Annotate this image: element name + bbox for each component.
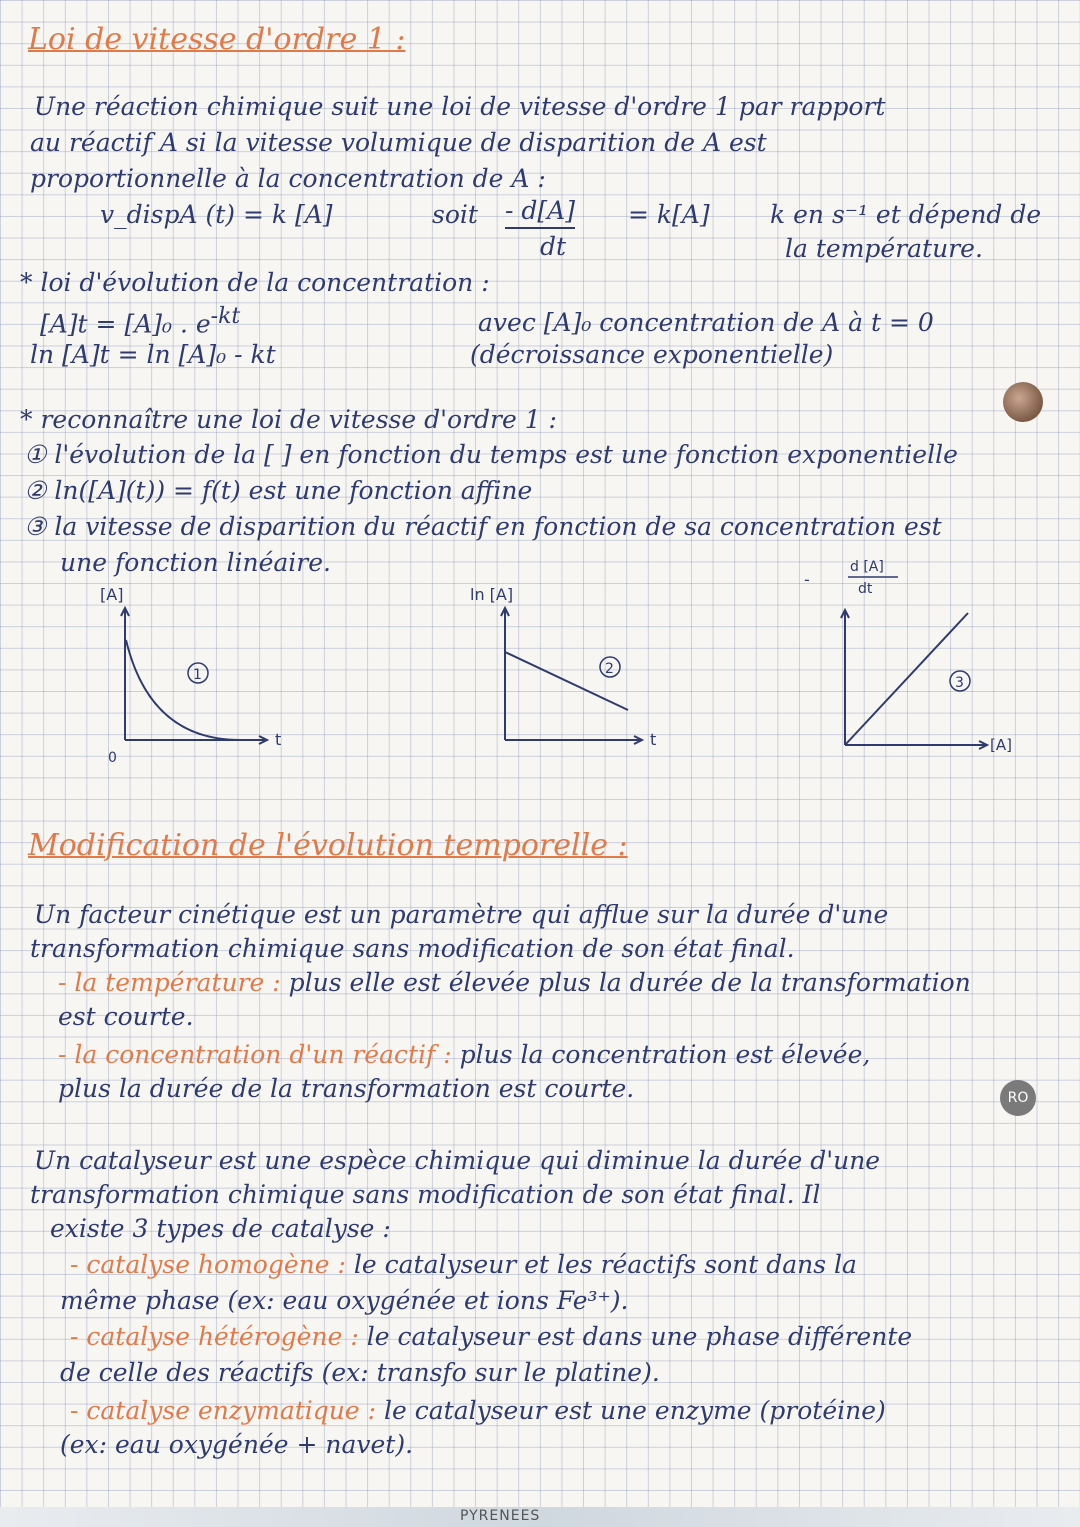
catalyst-def-1: Un catalyseur est une espèce chimique qui diminue la durée d'une bbox=[34, 1146, 881, 1175]
concentration-item bbox=[58, 1040, 870, 1069]
enzymatic-item bbox=[70, 1396, 886, 1425]
eq-log: ln [A]t = ln [A]₀ - kt bbox=[30, 340, 276, 369]
intro-line-3: proportionnelle à la concentration de A : bbox=[30, 164, 546, 193]
homogeneous-text-2: même phase (ex: eau oxygénée et ions Fe³⁺). bbox=[60, 1286, 629, 1315]
eq-exponential bbox=[40, 304, 240, 338]
graph1-ylabel: [A] bbox=[100, 585, 124, 604]
concentration-text-2: plus la durée de la transformation est courte. bbox=[58, 1074, 635, 1103]
graph-linear-log bbox=[465, 580, 705, 784]
section1-title: Loi de vitesse d'ordre 1 : bbox=[28, 22, 406, 57]
graph-linear-rate bbox=[800, 555, 1040, 764]
graph1-xlabel: t bbox=[275, 730, 282, 749]
graph1-origin: 0 bbox=[108, 750, 117, 766]
catalyst-def-2: transformation chimique sans modification de son état final. Il bbox=[30, 1180, 821, 1209]
eq-note-1: avec [A]₀ concentration de A à t = 0 bbox=[478, 308, 934, 337]
graph2-marker: 2 bbox=[605, 661, 614, 677]
evolution-title: * loi d'évolution de la concentration : bbox=[20, 268, 490, 297]
graph3-ylabel-sign: - bbox=[804, 570, 810, 589]
heterogeneous-item bbox=[70, 1322, 912, 1351]
homogeneous-item bbox=[70, 1250, 857, 1279]
graph1-marker: 1 bbox=[193, 667, 202, 683]
soit-word: soit bbox=[432, 200, 478, 229]
section2-title: Modification de l'évolution temporelle : bbox=[28, 828, 628, 863]
homogeneous-label: - catalyse homogène : bbox=[70, 1250, 346, 1279]
graph2-ylabel: ln [A] bbox=[470, 585, 514, 604]
derivative-rhs: = k[A] bbox=[628, 200, 710, 229]
sticker-badge: RO bbox=[1000, 1080, 1036, 1116]
point-3b: une fonction linéaire. bbox=[60, 548, 331, 577]
temperature-label: - la température : bbox=[58, 968, 281, 997]
intro-line-2: au réactif A si la vitesse volumique de disparition de A est bbox=[30, 128, 767, 157]
rate-formula: v_dispA (t) = k [A] bbox=[100, 200, 333, 229]
graph2-xlabel: t bbox=[650, 730, 657, 749]
heterogeneous-text-2: de celle des réactifs (ex: transfo sur le platine). bbox=[60, 1358, 660, 1387]
catalyst-def-3: existe 3 types de catalyse : bbox=[50, 1214, 391, 1243]
footer-strip bbox=[0, 1507, 1080, 1527]
concentration-text: plus la concentration est élevée, bbox=[459, 1040, 871, 1069]
factor-def-1: Un facteur cinétique est un paramètre qui afflue sur la durée d'une bbox=[34, 900, 889, 929]
heterogeneous-label: - catalyse hétérogène : bbox=[70, 1322, 359, 1351]
derivative-numerator: - d[A] bbox=[505, 196, 575, 229]
heterogeneous-text: le catalyseur est dans une phase différente bbox=[366, 1322, 913, 1351]
coffee-stain bbox=[1003, 382, 1043, 422]
graph1-curve bbox=[126, 640, 240, 740]
graph-exponential bbox=[90, 580, 320, 784]
eq-exponential-base: [A]t = [A]₀ . e bbox=[40, 309, 211, 339]
enzymatic-label: - catalyse enzymatique : bbox=[70, 1396, 377, 1425]
graph3-ylabel-den: dt bbox=[858, 581, 873, 597]
derivative-denominator: dt bbox=[540, 232, 567, 261]
temperature-item bbox=[58, 968, 971, 997]
temperature-text: plus elle est élevée plus la durée de la transformation bbox=[288, 968, 971, 997]
graph3-marker: 3 bbox=[955, 675, 964, 691]
k-note-1: k en s⁻¹ et dépend de bbox=[770, 200, 1042, 229]
eq-exponential-exponent: -kt bbox=[210, 304, 241, 329]
enzymatic-text: le catalyseur est une enzyme (protéine) bbox=[384, 1396, 886, 1425]
graph3-xlabel: [A] bbox=[990, 736, 1012, 754]
recognize-title: * reconnaître une loi de vitesse d'ordre 1 : bbox=[20, 405, 557, 434]
footer-text: PYRENEES bbox=[460, 1508, 541, 1524]
factor-def-2: transformation chimique sans modification de son état final. bbox=[30, 934, 795, 963]
point-3: ③ la vitesse de disparition du réactif en fonction de sa concentration est bbox=[24, 512, 942, 541]
temperature-text-2: est courte. bbox=[58, 1002, 194, 1031]
homogeneous-text: le catalyseur et les réactifs sont dans la bbox=[353, 1250, 857, 1279]
enzymatic-text-2: (ex: eau oxygénée + navet). bbox=[60, 1430, 414, 1459]
point-2: ② ln([A](t)) = f(t) est une fonction affine bbox=[24, 476, 533, 505]
concentration-label: - la concentration d'un réactif : bbox=[58, 1040, 452, 1069]
k-note-2: la température. bbox=[785, 234, 983, 263]
intro-line-1: Une réaction chimique suit une loi de vitesse d'ordre 1 par rapport bbox=[34, 92, 886, 121]
point-1: ① l'évolution de la [ ] en fonction du temps est une fonction exponentielle bbox=[24, 440, 958, 469]
eq-note-2: (décroissance exponentielle) bbox=[470, 340, 834, 369]
graph3-ylabel-num: d [A] bbox=[850, 559, 884, 575]
